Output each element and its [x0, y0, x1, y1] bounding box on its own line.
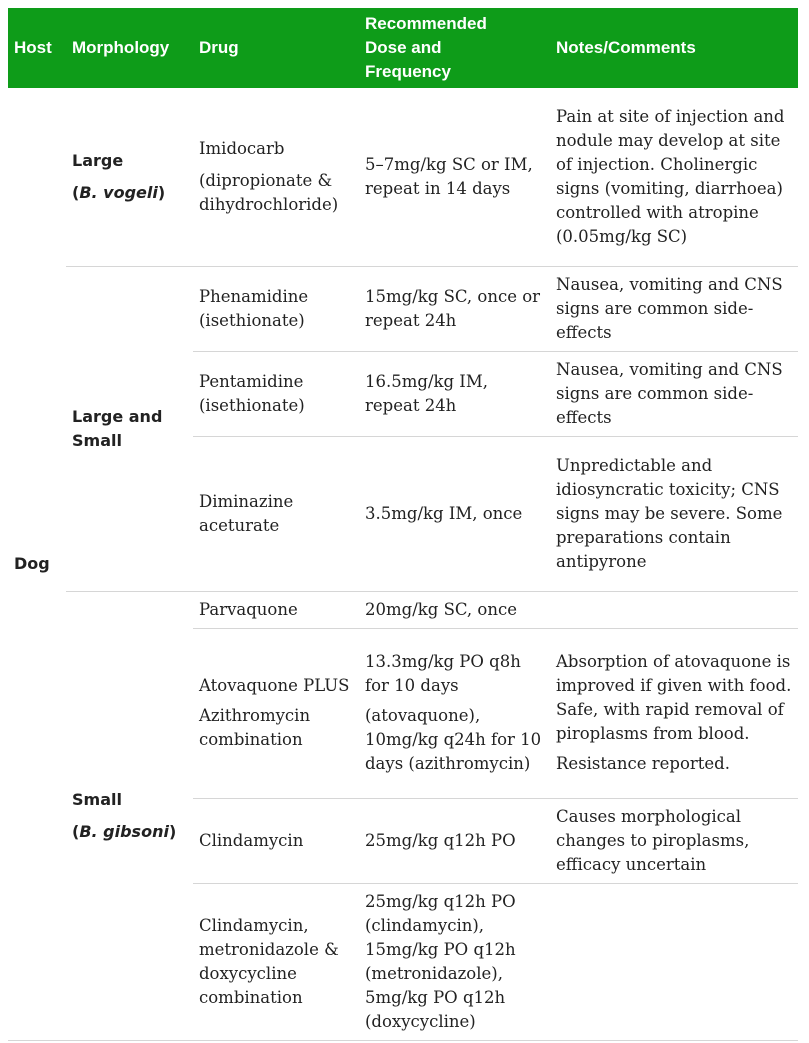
morphology-label: Large: [72, 150, 124, 170]
notes-atovaquone: Absorption of atovaquone is improved if given with food. Safe, with rapid removal of piroplasms from blood. Resistance reported.: [550, 628, 798, 798]
dose-imidocarb: 5–7mg/kg SC or IM, repeat in 14 days: [365, 154, 533, 198]
table-row: [8, 88, 798, 266]
drug-pentamidine: Pentamidine (isethionate): [193, 351, 359, 436]
drug-diminazine: Diminazine aceturate: [193, 436, 359, 591]
header-dose: [359, 8, 550, 88]
host-cell: Dog: [8, 88, 66, 1040]
notes-clindamycin-combination: [550, 883, 798, 1040]
table-row: [8, 591, 798, 628]
notes-imidocarb: Pain at site of injection and nodule may develop at site of injection. Cholinergic signs (vomiting, diarrhoea) controlled with atropine (0.05mg/kg SC): [556, 106, 785, 246]
dose-diminazine: 3.5mg/kg IM, once: [359, 436, 550, 591]
drug-imidocarb: Imidocarb (dipropionate & dihydrochloride): [199, 138, 339, 214]
drug-parvaquone: Parvaquone: [193, 591, 359, 628]
drug-atovaquone: Atovaquone PLUS Azithromycin combination: [193, 628, 359, 798]
babesia-treatment-table: [8, 8, 798, 1041]
species-name: B. gibsoni: [79, 821, 169, 841]
species-name: B. vogeli: [79, 182, 158, 202]
notes-diminazine: Unpredictable and idiosyncratic toxicity; CNS signs may be severe. Some preparations contain antipyrone: [550, 436, 798, 591]
notes-phenamidine: Nausea, vomiting and CNS signs are common side-effects: [550, 266, 798, 351]
morphology-large: [66, 88, 193, 266]
dose-parvaquone: 20mg/kg SC, once: [359, 591, 550, 628]
drug-clindamycin: Clindamycin: [193, 798, 359, 883]
morphology-large-and-small: Large and Small: [66, 266, 193, 591]
notes-parvaquone: [550, 591, 798, 628]
dose-clindamycin: 25mg/kg q12h PO: [359, 798, 550, 883]
table-row: [8, 266, 798, 351]
drug-clindamycin-combination: Clindamycin, metronidazole & doxycycline combination: [193, 883, 359, 1040]
header-dose-line: Frequency: [365, 62, 451, 81]
dose-clindamycin-combination: 25mg/kg q12h PO (clindamycin), 15mg/kg PO q12h (metronidazole), 5mg/kg PO q12h (doxycycline): [359, 883, 550, 1040]
morphology-small: [66, 591, 193, 1040]
header-dose-line: Dose and: [365, 38, 442, 57]
header-morphology: Morphology: [66, 8, 193, 88]
header-dose-line: Recommended: [365, 14, 487, 33]
morphology-species: (B. gibsoni): [72, 821, 177, 841]
dose-pentamidine: 16.5mg/kg IM, repeat 24h: [359, 351, 550, 436]
dose-phenamidine: 15mg/kg SC, once or repeat 24h: [359, 266, 550, 351]
morphology-species: (B. vogeli): [72, 182, 166, 202]
header-host: Host: [8, 8, 66, 88]
dose-atovaquone: 13.3mg/kg PO q8h for 10 days (atovaquone), 10mg/kg q24h for 10 days (azithromycin): [359, 628, 550, 798]
header-row: [8, 8, 798, 88]
header-drug: Drug: [193, 8, 359, 88]
notes-clindamycin: Causes morphological changes to piroplasms, efficacy uncertain: [550, 798, 798, 883]
morphology-label: Small: [72, 789, 122, 809]
header-notes: Notes/Comments: [550, 8, 798, 88]
drug-phenamidine: Phenamidine (isethionate): [193, 266, 359, 351]
notes-pentamidine: Nausea, vomiting and CNS signs are common side-effects: [550, 351, 798, 436]
